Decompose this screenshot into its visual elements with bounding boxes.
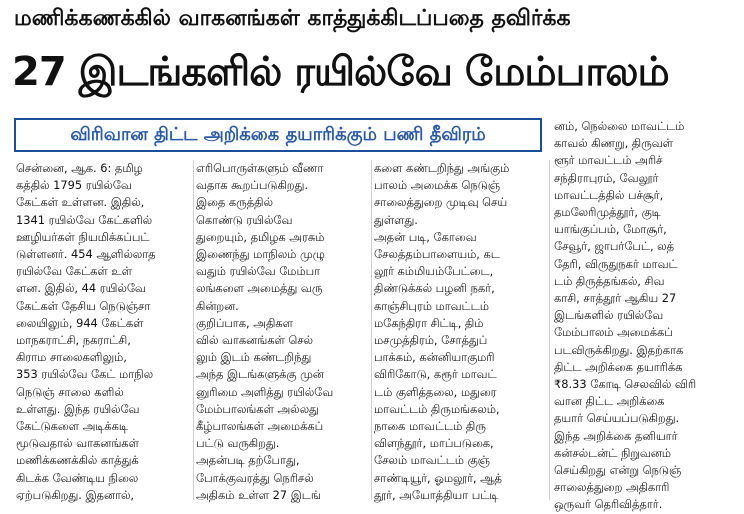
article-line: பட்டு வருகிறது. xyxy=(196,436,280,451)
article-line: ளன. இதில், 44 ரயில்வே xyxy=(16,281,146,296)
article-line: பாலம் அமைக்க நெடுஞ் xyxy=(374,178,501,193)
article-line: மேம்பாலங்கள் அல்லது xyxy=(196,401,319,416)
article-line: வதாக கூறப்படுகிறது. xyxy=(196,178,309,193)
article-line: விரிகோடு, கரூர் மாவட் xyxy=(374,367,497,382)
article-line: பாக்கம், கன்னியாகுமரி xyxy=(374,350,495,365)
article-line: காஞ்சிபுரம் மாவட்டம் xyxy=(374,298,489,313)
article-line: கொண்டு ரயில்வே xyxy=(196,212,293,227)
article-line: 353 ரயில்வே கேட் மாநில xyxy=(16,367,154,382)
article-line: கத்தில் 1795 ரயில்வே xyxy=(16,178,132,193)
article-line: கேட்கள் உள்ளன. இதில், xyxy=(16,195,145,210)
article-line: டம் திருத்தங்கல், சிவ xyxy=(554,273,665,288)
article-line: திட்ட அறிக்கை தயாரிக்க xyxy=(554,359,683,374)
article-line: லூர் கம்மியம்பேட்டை, xyxy=(374,264,494,279)
article-line: மணிக்கணக்கில் காத்துக் xyxy=(16,453,139,468)
column-divider xyxy=(549,160,550,500)
article-line: தயார் செய்யப்படுகிறது. xyxy=(554,411,680,426)
article-line: டம் குளித்தலை, மதுரை xyxy=(374,384,497,399)
article-line: னம், நெல்லை மாவட்டம் xyxy=(554,119,685,133)
article-line: சேலத்தம்பாளையம், கட xyxy=(374,247,500,262)
article-line: லும் இடம் கண்டறிந்து xyxy=(196,350,312,365)
article-line: சென்னை, ஆக. 6: தமிழ xyxy=(16,161,143,175)
article-line: காவல் கிணறு, திருவள் xyxy=(554,136,673,151)
article-line: கேட்கள் தேசிய நெடுஞ்சா xyxy=(16,298,151,313)
article-line: கிராம சாலைகளிலும், xyxy=(16,350,127,365)
article-line: அந்த இடங்களுக்கு முன் xyxy=(196,367,324,382)
article-line: கீழ்பாலங்கள் அமைக்கப் xyxy=(196,419,324,434)
article-line: வான திட்ட அறிக்கை xyxy=(554,394,665,409)
article-column-4 xyxy=(554,118,734,512)
article-line: அதன்படி தற்போது, xyxy=(196,453,300,468)
article-line: படவிருக்கிறது. இதற்காக xyxy=(554,342,684,357)
article-line: விளந்தூர், மாப்படுகை, xyxy=(374,436,494,451)
article-line: வதும் ரயில்வே மேம்பா xyxy=(196,264,321,279)
article-line: இதை கருத்தில் xyxy=(196,195,273,210)
article-line: மாநகராட்சி, நகராட்சி, xyxy=(16,333,131,348)
article-line: டுள்ளனர். 454 ஆளில்லாத xyxy=(16,247,156,262)
column-divider xyxy=(193,160,194,500)
article-line: கிடக்க வேண்டிய நிலை xyxy=(16,470,139,485)
article-column-1 xyxy=(16,160,192,500)
article-line: மூடுவதால் வாகனங்கள் xyxy=(16,436,139,451)
article-line: 1341 ரயில்வே கேட்களில் xyxy=(16,212,153,227)
article-line: சாண்டியூர், ஓமலூர், ஆத் xyxy=(374,470,502,485)
article-line: அதன் படி, கோவை xyxy=(374,229,477,244)
article-line: தமலேரிமுத்தூர், குடி xyxy=(554,205,661,220)
article-line: மகேந்திரா சிட்டி, திம் xyxy=(374,315,484,330)
article-line: கேட்டுகளை அடிக்கடி xyxy=(16,419,128,434)
article-line: எரிபொருள்களும் வீணா xyxy=(196,161,324,175)
article-line: சந்திராபுரம், வேலூர் xyxy=(554,170,659,185)
article-line: மாவட்டத்தில் பச்சூர், xyxy=(554,187,664,202)
article-line: போக்குவரத்து நெரிசல் xyxy=(196,470,314,485)
article-line: அதிகம் உள்ள 27 இடங் xyxy=(196,487,321,502)
article-line: தூர், அயோத்தியா பட்டி xyxy=(374,487,499,502)
article-column-2 xyxy=(196,160,370,500)
article-line: திண்டுக்கல் பழனி நகர், xyxy=(374,281,495,296)
article-line: இந்த அறிக்கை தனியார் xyxy=(554,428,678,443)
article-line: மாவட்டம் திருமங்கலம், xyxy=(374,401,500,416)
article-line: தேரி, விருதுநகர் மாவட் xyxy=(554,256,678,271)
article-line: சேலம் மாவட்டம் குஞ் xyxy=(374,453,490,468)
article-line: சேவூர், ஜாபர்பேட், லத் xyxy=(554,239,675,254)
article-line: நெடுஞ் சாலை களில் xyxy=(16,384,124,399)
article-line: குறிப்பாக, அதிகள xyxy=(196,315,293,330)
article-line: ஒருவர் தெரிவித்தார். xyxy=(554,497,663,512)
article-line: கின்றன. xyxy=(196,298,239,313)
article-line: ரயில்வே கேட்கள் உள் xyxy=(16,264,132,279)
article-line: மசமுத்திரம், சோத்துப் xyxy=(374,333,488,348)
article-line: கன்சல்டன்ட் நிறுவனம் xyxy=(554,445,671,460)
article-line: இடங்களில் ரயில்வே xyxy=(554,308,664,323)
article-line: காசி, சாத்தூர் ஆகிய 27 xyxy=(554,291,677,306)
article-line: னுரிமை அளித்து ரயில்வே xyxy=(196,384,334,399)
subhead-text: விரிவான திட்ட அறிக்கை தயாரிக்கும் பணி தீவிரம் xyxy=(70,123,486,145)
article-line: களை கண்டறிந்து அங்கும் xyxy=(374,161,510,175)
article-line: ஊழியர்கள் நியமிக்கப்பட் xyxy=(16,229,150,244)
article-line: லங்களை அமைத்து வரு xyxy=(196,281,323,296)
article-line: யாங்குப்பம், மோசூர், xyxy=(554,222,667,237)
article-line: உள்ளது. இந்த ரயில்வே xyxy=(16,401,140,416)
article-line: ளூர் மாவட்டம் அரிச் xyxy=(554,153,663,168)
article-line: துள்ளது. xyxy=(374,212,418,227)
article-line: சாலைத்துறை முடிவு செய் xyxy=(374,195,508,210)
kicker-headline: மணிக்கணக்கில் வாகனங்கள் காத்துக்கிடப்பதை தவிர்க்க xyxy=(14,6,571,31)
article-line: சாலைத்துறை அதிகாரி xyxy=(554,480,670,495)
subhead-box xyxy=(14,118,542,152)
article-line: லையிலும், 944 கேட்கள் xyxy=(16,315,144,330)
article-line: ₹8.33 கோடி செலவில் விரி xyxy=(554,377,697,392)
article-line: நாகை மாவட்டம் திரு xyxy=(374,419,486,434)
column-divider xyxy=(371,160,372,500)
article-line: இணைந்து மாநிலம் முழு xyxy=(196,247,325,262)
main-headline: 27 இடங்களில் ரயில்வே மேம்பாலம் xyxy=(12,49,669,95)
article-line: மேம்பாலம் அமைக்கப் xyxy=(554,325,673,340)
article-line: வில் வாகனங்கள் செல் xyxy=(196,333,314,348)
article-line: ஏற்படுகிறது. இதனால், xyxy=(16,487,135,502)
article-column-3 xyxy=(374,160,546,500)
article-line: துறையும், தமிழக அரசும் xyxy=(196,229,325,244)
article-line: செய்கிறது என்று நெடுஞ் xyxy=(554,463,682,478)
